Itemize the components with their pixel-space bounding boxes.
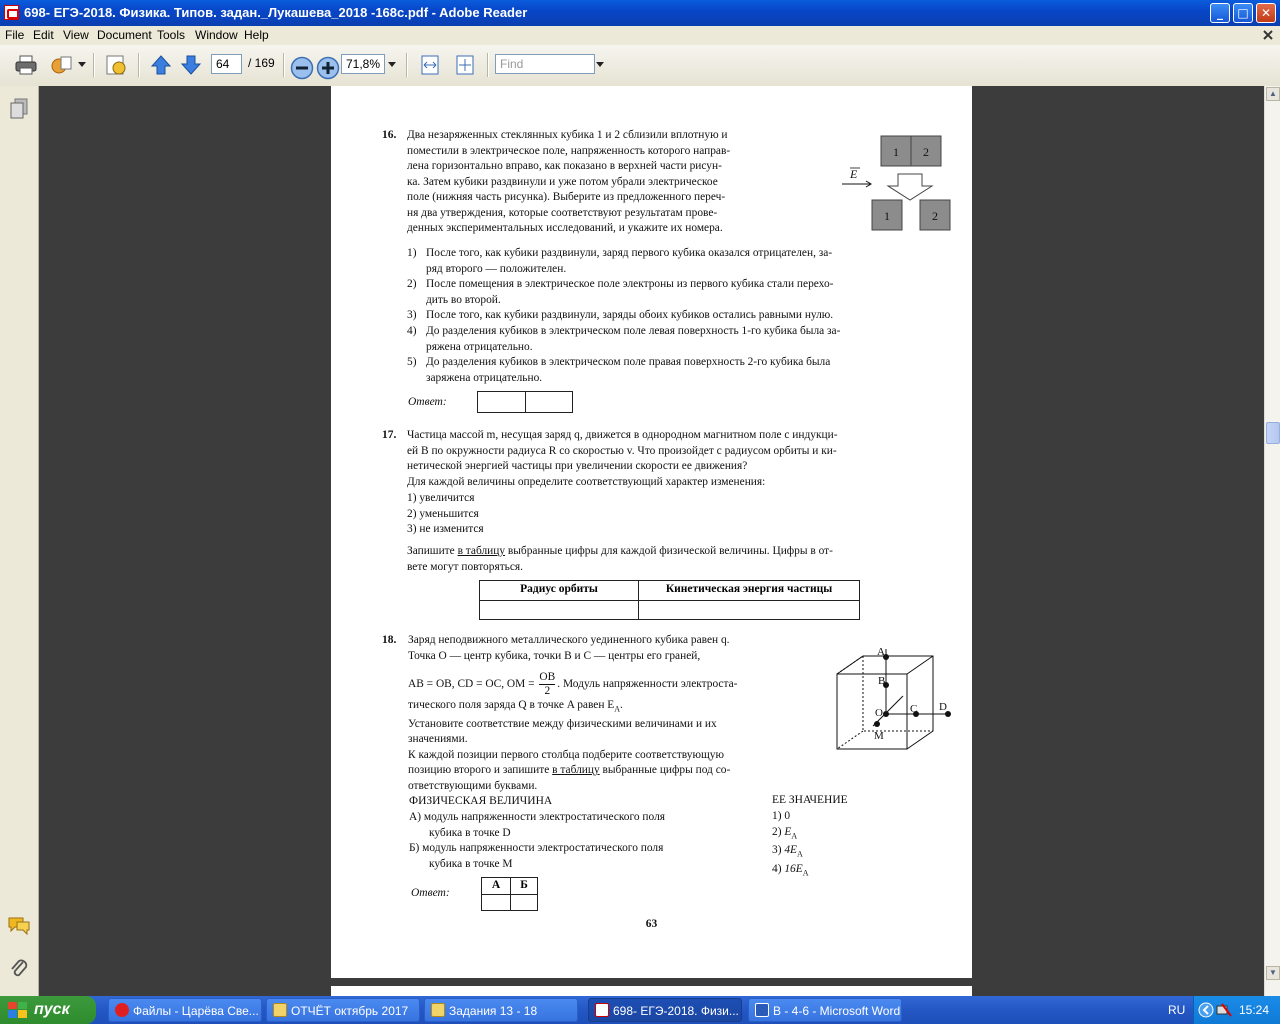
next-pdf-page (331, 986, 972, 996)
review-icon[interactable] (104, 53, 128, 77)
question-17-number: 17. (382, 429, 397, 441)
comments-icon[interactable] (7, 916, 31, 936)
scroll-thumb[interactable] (1266, 422, 1280, 444)
page-number: 63 (645, 918, 658, 930)
pdf-page (331, 86, 972, 978)
right-column-header: ЕЕ ЗНАЧЕНИЕ (772, 794, 848, 806)
menubar-close-icon[interactable] (1262, 29, 1274, 41)
word-icon (755, 1003, 769, 1017)
task-yandex-files[interactable]: Файлы - Царёва Све... (108, 998, 262, 1022)
adobe-reader-icon (4, 5, 19, 20)
label-o: O (875, 707, 883, 719)
pdf-icon (595, 1003, 609, 1017)
task-folder-tasks[interactable]: Задания 13 - 18 (424, 998, 578, 1022)
question-16-option-5: 5) До разделения кубиков в электрическом поле правая поверхность 2-го кубика была заряжена отрицательно. (407, 356, 831, 384)
question-18-text-cont: тического поля заряда Q в точке A равен $E_A$. Установите соответствие между физическими величинами и их значениями. К каждой позиции первого столбца подберите соответствующую позицию второго и запишите в таблицу выбранные цифры под со- ответствующими буквами. (408, 699, 731, 792)
toolbar-separator (93, 53, 95, 77)
table-header-energy: Кинетическая энергия частицы (665, 583, 833, 595)
cube-figure (831, 644, 961, 759)
navigation-panel (0, 86, 39, 996)
title-bar (0, 0, 1280, 26)
label-a: A (877, 646, 885, 658)
down-arrow (888, 174, 932, 200)
next-page-icon[interactable] (179, 53, 203, 77)
left-column-header: ФИЗИЧЕСКАЯ ВЕЛИЧИНА (409, 795, 553, 807)
taskbar (0, 996, 1280, 1024)
question-18-number: 18. (382, 634, 397, 646)
language-indicator[interactable]: RU (1168, 1003, 1186, 1017)
question-17-choices: 1) увеличится 2) уменьшится 3) не изменится (407, 492, 484, 535)
answer-col-a: А (491, 879, 501, 891)
field-label: E (850, 167, 858, 181)
scroll-down-button[interactable]: ▼ (1266, 966, 1280, 980)
question-18-text: Заряд неподвижного металлического уединенного кубика равен q. Точка O — центр кубика, точки B и C — центры его граней, (408, 634, 730, 662)
cube-2-label: 2 (932, 209, 938, 223)
cube-edges (837, 656, 933, 749)
table-header-radius: Радиус орбиты (520, 583, 598, 595)
yandex-icon (115, 1003, 129, 1017)
zoom-out-icon[interactable] (290, 56, 314, 80)
question-17-text: Частица массой m, несущая заряд q, движется в однородном магнитном поле с индукци- ей B по окружности радиуса R со скоростью v. Что произойдет с радиусом орбиты и ки- нетической энергией частицы при увеличении скорости ее движения? Для каждой величины определите соответствующий характер изменения: (407, 429, 838, 488)
page-total: / 169 (248, 56, 275, 70)
folder-icon (273, 1003, 287, 1017)
answer-col-b: Б (520, 879, 528, 891)
tray-expand-icon[interactable] (1198, 1002, 1214, 1018)
menu-view[interactable]: View (63, 28, 89, 42)
document-view[interactable] (39, 86, 1264, 996)
menu-file[interactable]: File (5, 28, 25, 42)
answer-label-18: Ответ: (411, 887, 450, 899)
question-17-instructions: Запишите в таблицу выбранные цифры для каждой физической величины. Цифры в от- вете могут повторяться. (407, 545, 833, 573)
question-18-equation: AB = OB, CD = OC, OM = $\frac{OB}{2}$ . Модуль напряженности электроста- (408, 671, 738, 697)
toolbar-separator (283, 53, 285, 77)
fit-width-icon[interactable] (418, 53, 442, 77)
window-title: 698- ЕГЭ-2018. Физика. Типов. задан._Лукашева_2018 -168с.pdf - Adobe Reader (24, 5, 528, 20)
system-tray (1193, 996, 1280, 1024)
answer-table-17 (479, 580, 860, 620)
scroll-up-button[interactable]: ▲ (1266, 87, 1280, 101)
print-icon[interactable] (14, 53, 38, 77)
question-16-number: 16. (382, 129, 397, 141)
find-dropdown-icon[interactable] (596, 62, 604, 68)
vertical-scrollbar[interactable] (1264, 86, 1280, 996)
quantity-b: Б) модуль напряженности электростатического поля кубика в точке M (409, 842, 664, 870)
zoom-level-input[interactable]: 71,8% (341, 54, 385, 74)
minimize-button[interactable]: _ (1210, 3, 1230, 23)
label-b: B (878, 675, 886, 687)
answer-table-18 (481, 877, 538, 911)
menu-document[interactable]: Document (97, 28, 152, 42)
values-list: 1) 0 2) $E_A$ 3) $4E_A$ 4) $16E_A$ (772, 810, 809, 878)
close-button[interactable]: ✕ (1256, 3, 1276, 23)
page-number-input[interactable]: 64 (211, 54, 242, 74)
share-dropdown-icon[interactable] (78, 62, 86, 68)
quantity-a: А) модуль напряженности электростатического поля кубика в точке D (409, 811, 665, 839)
find-input[interactable]: Find (495, 54, 595, 74)
question-16-option-3: 3) После того, как кубики раздвинули, заряды обоих кубиков остались равными нулю. (407, 309, 834, 321)
toolbar-separator (487, 53, 489, 77)
label-d: D (939, 701, 947, 713)
attachments-icon[interactable] (9, 958, 29, 980)
network-icon[interactable] (1216, 1002, 1232, 1018)
menu-help[interactable]: Help (244, 28, 269, 42)
maximize-button[interactable]: □ (1233, 3, 1253, 23)
label-m: M (874, 730, 884, 742)
label-c: C (910, 703, 918, 715)
zoom-in-icon[interactable] (316, 56, 340, 80)
menu-edit[interactable]: Edit (33, 28, 54, 42)
question-16-option-2: 2) После помещения в электрическое поле электроны из первого кубика стали перехо- дить во второй. (407, 278, 834, 306)
cube-1-label: 1 (884, 209, 890, 223)
cubes-figure (836, 126, 971, 236)
previous-page-icon[interactable] (149, 53, 173, 77)
clock[interactable]: 15:24 (1239, 1003, 1270, 1017)
folder-icon (431, 1003, 445, 1017)
task-word[interactable]: В - 4-6 - Microsoft Word (748, 998, 902, 1022)
point-o (883, 711, 889, 717)
cube-front-face (837, 674, 907, 749)
cube-2-label: 2 (923, 145, 929, 159)
question-16-option-4: 4) До разделения кубиков в электрическом поле левая поверхность 1-го кубика была за- ряжена отрицательно. (407, 325, 841, 353)
answer-box-16 (477, 391, 573, 413)
share-icon[interactable] (50, 53, 74, 77)
task-folder-report[interactable]: ОТЧЁТ октябрь 2017 (266, 998, 420, 1022)
answer-label-16: Ответ: (408, 396, 447, 408)
field-arrow (842, 181, 871, 187)
cube-hidden-edges (837, 656, 933, 749)
task-adobe-reader[interactable]: 698- ЕГЭ-2018. Физи... (588, 998, 742, 1022)
cube-1-label: 1 (893, 145, 899, 159)
toolbar (0, 45, 1280, 87)
question-16-text: Два незаряженных стеклянных кубика 1 и 2 сблизили вплотную и поместили в электрическое поле, напряженность которого направ- лена горизонтально вправо, как показано в верхней части рисун- ка. Затем кубики раздвинули и уже потом убрали электрическое поле (нижняя часть рисунка). Выберите из предложенного переч- ня два утверждения, которые соответствуют результатам прове- денных экспериментальных исследований, и укажите их номера. (407, 129, 731, 234)
zoom-dropdown-icon[interactable] (388, 62, 396, 68)
question-16-option-1: 1) После того, как кубики раздвинули, заряд первого кубика оказался отрицателен, за- ряд второго — положителен. (407, 247, 833, 275)
fit-page-icon[interactable] (453, 53, 477, 77)
windows-logo-icon (8, 1002, 28, 1019)
toolbar-separator (406, 53, 408, 77)
menu-bar (0, 26, 1280, 46)
start-button[interactable] (0, 996, 96, 1024)
menu-tools[interactable]: Tools (157, 28, 186, 42)
menu-window[interactable]: Window (195, 28, 238, 42)
point-m (874, 721, 880, 727)
start-label: пуск (34, 1001, 70, 1018)
pages-panel-icon[interactable] (9, 98, 29, 120)
toolbar-separator (138, 53, 140, 77)
